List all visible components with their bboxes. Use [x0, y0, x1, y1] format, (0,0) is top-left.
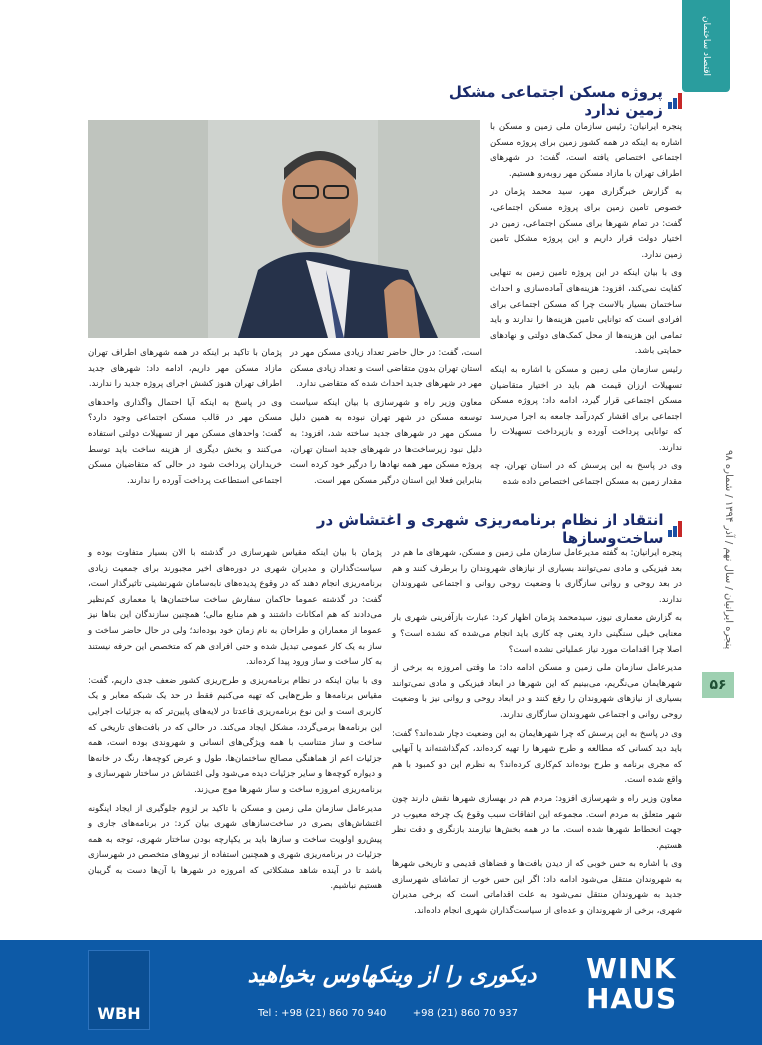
paragraph: پنجره ایرانیان: به گفته مدیرعامل سازمان ملی زمین و مسکن، شهرهای ما هم در بعد فیزیکی و مادی نمی‌توانند بسیاری از نیازهای شهروندان را برطرف کنند و هم در بعد روحی و روانی سازگاری با وضعیت روحی روانی و اجتماعی شهروندان ندارند.	[392, 548, 682, 605]
paragraph: رئیس سازمان ملی زمین و مسکن با اشاره به اینکه تسهیلات ارزان قیمت هم باید در اختیار متقاضیان مسکن اجتماعی قرار گیرد، ادامه داد: پروژه مسکن اجتماعی برای اقشار کم‌درآمد جامعه به اجرا می‌رسد که توانایی پرداخت آورده و بازپرداخت تسهیلات را ندارند.	[490, 364, 682, 453]
article1-photo	[88, 120, 480, 338]
section-tab	[682, 0, 730, 92]
article1-title: پروژه مسکن اجتماعی مشکل زمین ندارد	[448, 83, 663, 119]
winkhaus-logo-line2: HAUS	[586, 982, 678, 1015]
paragraph: معاون وزیر راه و شهرسازی با بیان اینکه سیاست توسعه مسکن در شهر تهران نبوده به همین دلیل مسکن مهر در شهرهای جدید ساخته شد، افزود: به دلیل نبود زیرساخت‌ها در شهرهای جدید استان تهران، پروژه مسکن مهر همه نهادها را درگیر خود کرده است بنابراین فعلا این استان درگیر مسکن مهر است.	[290, 397, 482, 486]
paragraph: مدیرعامل سازمان ملی زمین و مسکن ادامه داد: ما وقتی امروزه به برخی از شهرهایمان می‌نگریم، می‌بینیم که این شهرها در ابعاد فیزیکی و مادی نمی‌توانند بسیاری از نیازهای شهروندان را رفع کنند و در ابعاد روحی و روانی نیز با وضعیت روحی روانی و اجتماعی شهروندان سازگاری ندارند.	[392, 663, 682, 720]
ad-phone-1: Tel : +98 (21) 860 70 940	[258, 1008, 387, 1019]
article2-column-left	[88, 546, 382, 936]
portrait-illustration	[88, 120, 480, 338]
ad-slogan: دیکوری را از وینکهاوس بخواهید	[247, 962, 537, 988]
paragraph: است، گفت: در حال حاضر تعداد زیادی مسکن مهر در استان تهران بدون متقاضی است و تعداد زیادی مسکن مهر در شهرهای جدید احداث شده که متقاضی ندارد.	[290, 348, 482, 390]
winkhaus-logo-line1: WINK	[586, 952, 677, 985]
paragraph: پنجره ایرانیان: رئیس سازمان ملی زمین و مسکن با اشاره به اینکه در همه کشور زمین برای پروژه مسکن اجتماعی اختصاص یافته است، گفت: در شهرهای اطراف تهران با مازاد مسکن مهر روبه‌رو هستیم.	[490, 122, 682, 179]
paragraph: وی در پاسخ به این پرسش که در استان تهران، چه مقدار زمین به مسکن اجتماعی اختصاص داده شده	[490, 461, 682, 488]
headline-bars-icon	[670, 521, 682, 537]
paragraph: به گزارش خبرگزاری مهر، سید محمد پژمان در خصوص تامین زمین برای پروژه مسکن اجتماعی، گفت: در تمام شهرها برای مسکن اجتماعی، زمین در اختیار دولت قرار داریم و این پروژه مشکل تامین زمین ندارد.	[490, 187, 682, 260]
paragraph: معاون وزیر راه و شهرسازی افزود: مردم هم در بهسازی شهرها نقش دارند چون شهر متعلق به مردم است. مجموعه این اتفاقات سبب وقوع یک چرخه معیوب در جهت انحطاط شهرها شده است. ما در همه بخش‌ها نیازمند بازنگری و دقت نظر هستیم.	[392, 793, 682, 851]
paragraph: وی در پاسخ به این پرسش که چرا شهرهایمان به این وضعیت دچار شده‌اند؟ گفت: باید دید کسانی که مطالعه و طرح شهرها را تهیه کرده‌اند، کم‌گذاشته‌اند یا آنهایی که مجری برنامه و طرح بوده‌اند کم‌کاری کرده‌اند؟ به نظرم این دو کمبود با هم واقع شده است.	[392, 728, 682, 786]
ad-phone-2: +98 (21) 860 70 937	[412, 1008, 518, 1019]
paragraph: به گزارش معماری نیوز، سیدمحمد پژمان اظهار کرد: عبارت بازآفرینی شهری بار معنایی خیلی سنگینی دارد یعنی چه کاری باید انجام می‌شده که نشده است؟ و اصلا چرا اقدامات مورد نیاز عملیاتی نشده است؟	[392, 613, 682, 655]
article2-column-right	[392, 546, 682, 936]
article1-column-middle	[290, 346, 482, 504]
paragraph: وی با اشاره به حس خوبی که از دیدن بافت‌ها و فضاهای قدیمی و تاریخی شهرها به شهروندان منتقل می‌شود ادامه داد: اگر این حس خوب از تماشای شهرسازی جدید به شهروندان منتقل نمی‌شود به علت اقداماتی است که برخی مدیران شهری، برخی از شهروندان و عده‌ای از سیاست‌گذاران شهری انجام داده‌اند.	[392, 859, 682, 917]
paragraph: وی در پاسخ به اینکه آیا احتمال واگذاری واحدهای مسکن مهر در قالب مسکن اجتماعی وجود دارد؟ گفت: واحدهای مسکن مهر از تسهیلات دولتی استفاده می‌کنند و بخش دیگری از هزینه ساخت باید توسط خریداران پرداخت شود در حالی که متقاضیان مسکن اجتماعی استطاعت پرداخت آورده را ندارند.	[88, 397, 282, 486]
article2-headline	[310, 511, 682, 547]
headline-bars-icon	[669, 93, 682, 109]
article1-column-left	[88, 346, 282, 504]
section-tab-label: اقتصاد ساختمان	[701, 15, 711, 77]
article1-headline	[420, 83, 682, 119]
winkhaus-logo	[586, 954, 682, 1026]
wbh-logo: WBH	[88, 950, 150, 1030]
page-number: ۵۶	[702, 672, 734, 698]
paragraph: پژمان با بیان اینکه مقیاس شهرسازی در گذشته با الان بسیار متفاوت بوده و سیاست‌گذاران و مدیران شهری در دوره‌های اخیر مجبورند برای جمعیت زیادی برنامه‌ریزی انجام دهند که در وقوع پدیده‌های نابه‌سامان شهرنشینی تاثیرگذار است، گفت: در گذشته عموما حاکمان سفارش ساخت ساختمان‌ها یا معماری کم‌نظیر می‌دادند که هم امکانات داشتند و هم منابع مالی؛ همچنین سازندگان این بناها نیز عموما از معماران و طراحان به نام زمان خود بوده‌اند؛ ولی در حال حاضر ساخت و ساز به یک کار عمومی تبدیل شده و حتی افرادی هم که متخصص این حرفه نیستند به کار ساخت و ساز ورود پیدا کرده‌اند.	[88, 548, 382, 668]
ad-phone-numbers	[258, 1008, 518, 1024]
paragraph: وی با بیان اینکه در نظام برنامه‌ریزی و طرح‌ریزی کشور ضعف جدی داریم، گفت: مقیاس برنامه‌ها و طرح‌هایی که تهیه می‌کنیم فقط در حد یک شبکه معابر و یک کاربری است و این نوع برنامه‌ریزی قاعدتا در لایه‌های پایین‌تر که به جزئیات اجرایی این برنامه‌ها برمی‌گردد، مشکل ایجاد می‌کند. در حالی که در بافت‌های تاریخی که ساخت و ساز متناسب با همه ویژگی‌های انسانی و شهروندی بوده است، همه جزئیات اعم از هماهنگی مصالح ساختمان‌ها، طول و عرض کوچه‌ها، رنگ در خانه‌ها و دیواره کوچه‌ها و سایر جزئیات دیده می‌شود ولی اغتشاش در ساختار شهرسازی و برنامه‌ریزی امروزه ساخت و ساز شهرها موج می‌زند.	[88, 675, 382, 795]
paragraph: وی با بیان اینکه در این پروژه تامین زمین به تنهایی کفایت نمی‌کند، افزود: هزینه‌های آماده‌سازی و احداث ساختمان بسیار بالاست چرا که مسکن اجتماعی برای افرادی است که توانایی تامین هزینه‌ها را ندارند و باید تمامی این هزینه‌ها از محل کمک‌های دولتی و نهادهای حمایتی باشد.	[490, 268, 682, 357]
paragraph: مدیرعامل سازمان ملی زمین و مسکن با تاکید بر لزوم جلوگیری از ایجاد اینگونه اغتشاش‌های بصری در ساخت‌سازهای شهری بیان کرد: در برنامه‌های جاری و پیش‌رو اولویت ساخت و سازها باید بر یکپارچه بودن ساختار شهری، توجه به همه جزئیات در برنامه‌ریزی شهری و همچنین استفاده از نیروهای متخصص در شهرسازی باشد تا در آینده شاهد مشکلاتی که امروزه در شهرها با آن‌ها دست به گریبان هستیم نباشیم.	[88, 803, 382, 892]
article2-title: انتقاد از نظام برنامه‌ریزی شهری و اغتشاش در ساخت‌وسازها	[316, 511, 664, 547]
article1-column-right	[490, 120, 682, 504]
paragraph: پژمان با تاکید بر اینکه در همه شهرهای اطراف تهران مازاد مسکن مهر داریم، ادامه داد: شهرهای جدید اطراف تهران هنوز کشش اجرای پروژه جدید را ندارند.	[88, 348, 282, 390]
issue-strip: پنجره ایرانیان / سال نهم / آذر ۱۳۹۴ / شماره ۹۸	[723, 450, 734, 650]
